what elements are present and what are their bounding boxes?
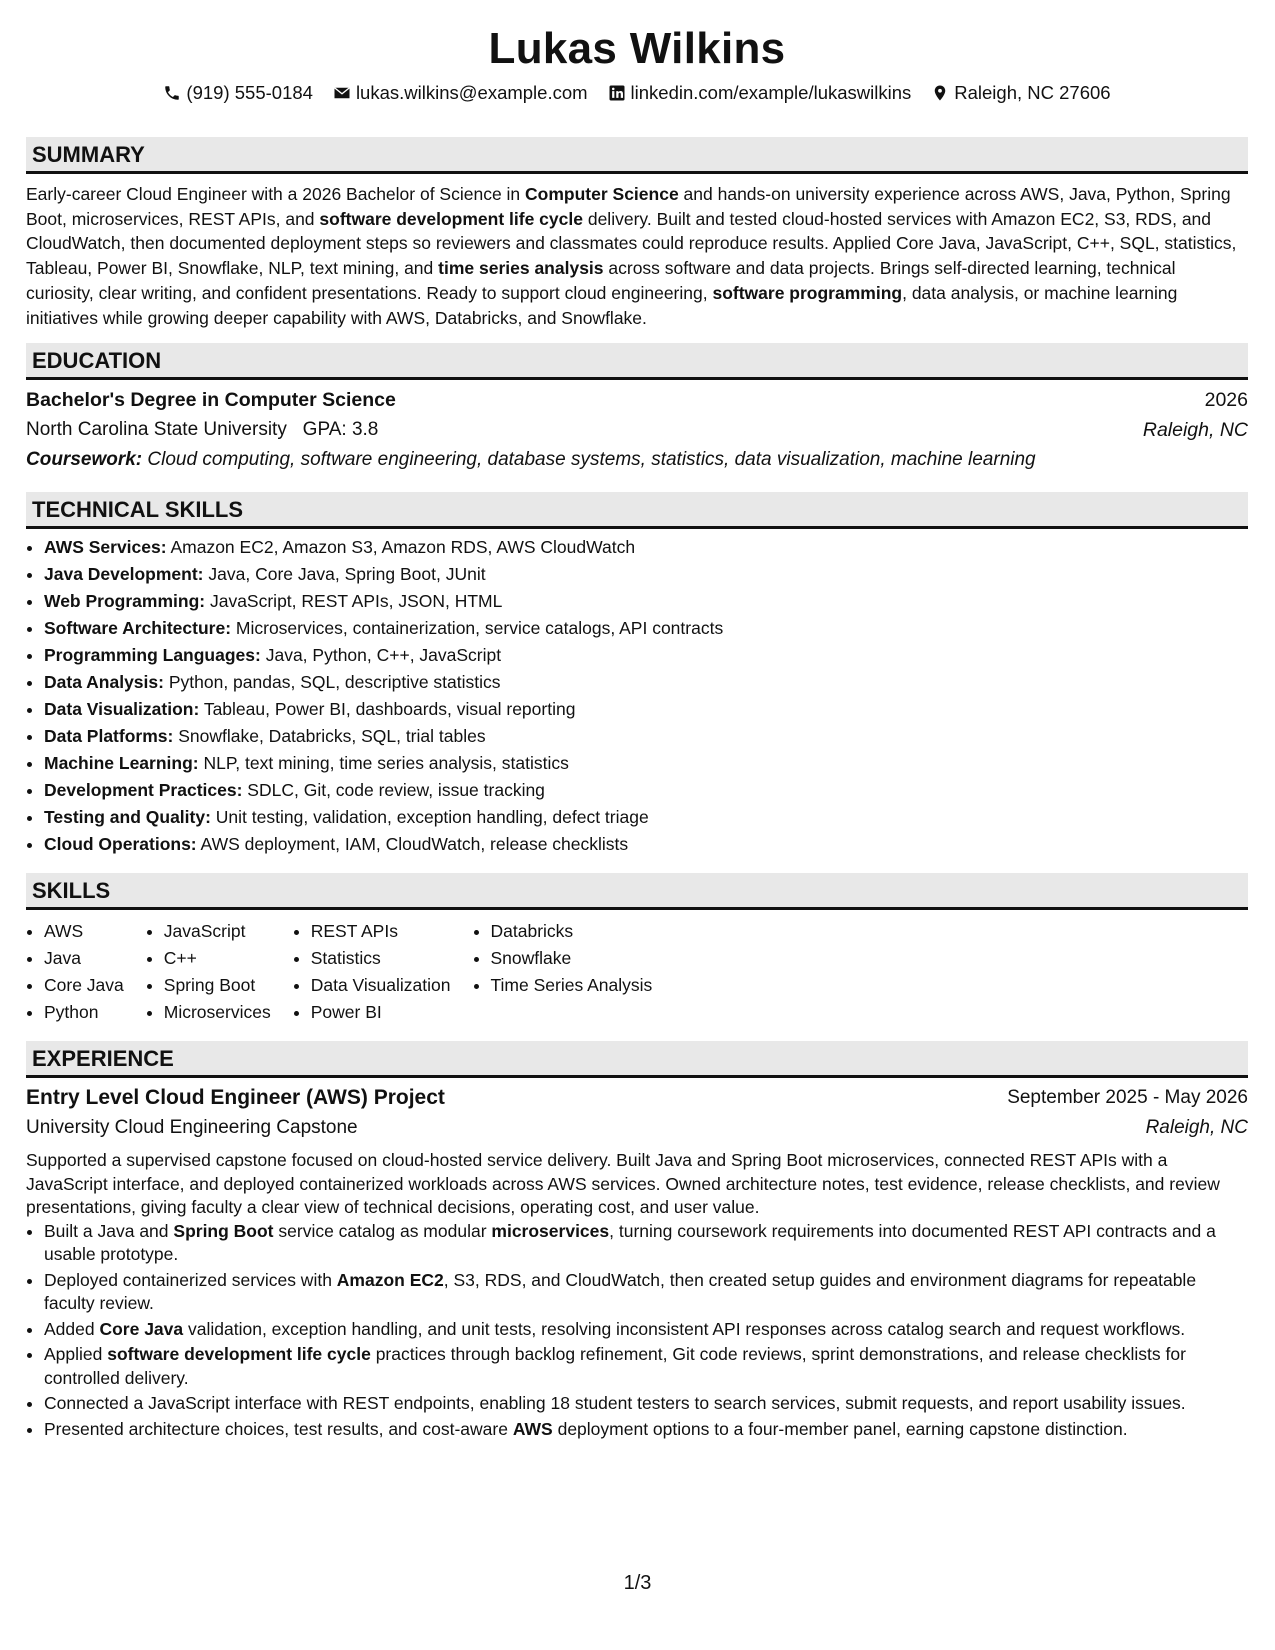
skill-item: • REST APIs bbox=[311, 918, 451, 945]
contact-email[interactable] bbox=[333, 80, 588, 106]
coursework-line bbox=[26, 445, 1248, 475]
skill-category: Java Development: bbox=[44, 564, 204, 585]
experience-title-row bbox=[26, 1083, 1248, 1113]
technical-skill-item bbox=[44, 615, 1248, 642]
experience-entry bbox=[26, 1083, 1248, 1441]
map-pin-icon bbox=[931, 84, 949, 102]
skill-item: • Power BI bbox=[311, 999, 451, 1026]
skill-item: • Core Java bbox=[44, 972, 124, 999]
skill-category: Development Practices: bbox=[44, 780, 243, 801]
skill-values: Unit testing, validation, exception handling, defect triage bbox=[215, 807, 649, 828]
bold-text-run: Spring Boot bbox=[173, 1220, 274, 1241]
skill-category: Testing and Quality: bbox=[44, 807, 211, 828]
graduation-year: 2026 bbox=[1204, 389, 1248, 412]
skills-column bbox=[26, 918, 124, 1026]
contact-phone bbox=[163, 80, 313, 106]
contact-bar bbox=[26, 80, 1248, 106]
bold-text-run: Amazon EC2 bbox=[336, 1269, 444, 1290]
skill-values: AWS deployment, IAM, CloudWatch, release checklists bbox=[200, 834, 629, 855]
skill-item: • Time Series Analysis bbox=[491, 972, 653, 999]
skills-columns bbox=[26, 918, 1248, 1026]
coursework-label: Coursework: bbox=[26, 449, 143, 471]
skill-item: • AWS bbox=[44, 918, 124, 945]
bold-text-run: software development life cycle bbox=[319, 208, 583, 229]
text-run: deployment options to a four-member panel, earning capstone distinction. bbox=[552, 1418, 1128, 1439]
skill-category: Software Architecture: bbox=[44, 618, 232, 639]
organization: University Cloud Engineering Capstone bbox=[26, 1117, 358, 1139]
gpa: GPA: 3.8 bbox=[302, 419, 379, 441]
skill-item: • Databricks bbox=[491, 918, 653, 945]
school-location: Raleigh, NC bbox=[1142, 419, 1248, 442]
skills-column bbox=[293, 918, 451, 1026]
education-heading: EDUCATION bbox=[26, 343, 1248, 380]
education-entry bbox=[26, 385, 1248, 475]
text-run: , data analysis, or machine learning initiatives while growing deeper capability with AWS, Databricks, and Snowflake. bbox=[26, 282, 1178, 328]
text-run: Built a Java and bbox=[44, 1220, 174, 1241]
skill-item: • Statistics bbox=[311, 945, 451, 972]
contact-email-text[interactable]: lukas.wilkins@example.com bbox=[355, 82, 588, 103]
skill-category: Programming Languages: bbox=[44, 645, 261, 666]
envelope-icon bbox=[333, 84, 351, 102]
skills-column bbox=[473, 918, 653, 1026]
text-run: , turning coursework requirements into documented REST API contracts and a usable prototype. bbox=[44, 1220, 1216, 1265]
candidate-name: Lukas Wilkins bbox=[488, 24, 786, 73]
school-name: North Carolina State University bbox=[26, 419, 287, 441]
experience-bullet bbox=[44, 1269, 1248, 1316]
skill-item: • JavaScript bbox=[164, 918, 271, 945]
education-school-row bbox=[26, 415, 1248, 445]
technical-skill-item bbox=[44, 696, 1248, 723]
skill-item: • Snowflake bbox=[491, 945, 653, 972]
text-run: Applied bbox=[44, 1344, 108, 1365]
skill-category: Machine Learning: bbox=[44, 753, 199, 774]
skills-column bbox=[146, 918, 271, 1026]
page-number: 1/3 bbox=[623, 1572, 652, 1594]
technical-skill-item bbox=[44, 723, 1248, 750]
skill-category: Cloud Operations: bbox=[44, 834, 197, 855]
job-dates: September 2025 - May 2026 bbox=[1007, 1087, 1248, 1109]
skill-values: NLP, text mining, time series analysis, statistics bbox=[203, 753, 569, 774]
skill-item: • Spring Boot bbox=[164, 972, 271, 999]
degree-title: Bachelor's Degree in Computer Science bbox=[26, 389, 396, 412]
text-run: practices through backlog refinement, Git code reviews, sprint demonstrations, and release checklists for controlled delivery. bbox=[44, 1344, 1186, 1388]
linkedin-icon bbox=[608, 84, 626, 102]
bold-text-run: Computer Science bbox=[525, 184, 679, 204]
technical-skills-list bbox=[26, 534, 1248, 858]
skill-values: Java, Core Java, Spring Boot, JUnit bbox=[208, 564, 486, 585]
experience-bullet bbox=[44, 1418, 1248, 1442]
skill-values: SDLC, Git, code review, issue tracking bbox=[247, 780, 545, 801]
summary-paragraph bbox=[26, 182, 1248, 330]
text-run: service catalog as modular bbox=[273, 1220, 492, 1241]
text-run: Early-career Cloud Engineer with a 2026 Bachelor of Science in bbox=[26, 184, 526, 204]
skill-values: Microservices, containerization, service catalogs, API contracts bbox=[235, 618, 724, 639]
experience-bullets bbox=[26, 1220, 1248, 1442]
skill-category: AWS Services: bbox=[44, 537, 167, 558]
skill-item: • Java bbox=[44, 945, 124, 972]
school-name-gpa bbox=[26, 415, 378, 445]
skill-category: Web Programming: bbox=[44, 591, 206, 612]
skill-item: • Python bbox=[44, 999, 124, 1026]
phone-icon bbox=[163, 84, 181, 102]
skill-item: • C++ bbox=[164, 945, 271, 972]
text-run: delivery. Built and tested cloud-hosted services with Amazon EC2, S3, RDS, and CloudWatch, then documented deployment steps so reviewers and classmates could reproduce results. Applied Core Java, JavaScript, C++, SQL, statistics, Tableau, Power BI, Snowflake, NLP, text mining, and bbox=[26, 208, 1237, 279]
technical-skill-item bbox=[44, 831, 1248, 858]
job-title: Entry Level Cloud Engineer (AWS) Project bbox=[26, 1086, 445, 1110]
text-run: Deployed containerized services with bbox=[44, 1269, 337, 1290]
contact-linkedin[interactable] bbox=[608, 80, 912, 106]
experience-bullet bbox=[44, 1318, 1248, 1342]
skill-category: Data Platforms: bbox=[44, 726, 174, 747]
experience-heading: EXPERIENCE bbox=[26, 1041, 1248, 1078]
skill-category: Data Visualization: bbox=[44, 699, 200, 720]
experience-description: Supported a supervised capstone focused on cloud-hosted service delivery. Built Java and Spring Boot microservices, connected REST APIs with a JavaScript interface, and deployed containerized workloads across AWS services. Owned architecture notes, test evidence, release checklists, and review presentations, giving faculty a clear view of technical decisions, operating cost, and user value. bbox=[26, 1150, 1220, 1218]
contact-phone-text: (919) 555-0184 bbox=[186, 82, 313, 103]
skill-values: Snowflake, Databricks, SQL, trial tables bbox=[178, 726, 486, 747]
contact-linkedin-text[interactable]: linkedin.com/example/lukaswilkins bbox=[630, 82, 912, 103]
skill-item: • Data Visualization bbox=[311, 972, 451, 999]
job-location: Raleigh, NC bbox=[1145, 1117, 1248, 1139]
summary-heading: SUMMARY bbox=[26, 137, 1248, 174]
technical-skill-item bbox=[44, 804, 1248, 831]
experience-bullet bbox=[44, 1343, 1248, 1390]
skill-values: JavaScript, REST APIs, JSON, HTML bbox=[209, 591, 503, 612]
contact-location-text: Raleigh, NC 27606 bbox=[954, 82, 1111, 103]
contact-location bbox=[931, 80, 1110, 106]
text-run: , S3, RDS, and CloudWatch, then created setup guides and environment diagrams for repeatable faculty review. bbox=[44, 1269, 1197, 1314]
text-run: validation, exception handling, and unit tests, resolving inconsistent API responses across catalog search and request workflows. bbox=[183, 1318, 1186, 1339]
skill-item: • Microservices bbox=[164, 999, 271, 1026]
skill-values: Tableau, Power BI, dashboards, visual reporting bbox=[203, 699, 576, 720]
coursework-list: Cloud computing, software engineering, database systems, statistics, data visualization, machine learning bbox=[147, 449, 1036, 471]
bold-text-run: software development life cycle bbox=[107, 1344, 371, 1365]
education-degree-row bbox=[26, 385, 1248, 415]
text-run: across software and data projects. Brings self-directed learning, technical curiosity, clear writing, and confident presentations. Ready to support cloud engineering, bbox=[26, 258, 1176, 303]
text-run: Connected a JavaScript interface with REST endpoints, enabling 18 student testers to search services, submit requests, and report usability issues. bbox=[44, 1393, 1186, 1414]
skill-category: Data Analysis: bbox=[44, 672, 164, 693]
experience-bullet bbox=[44, 1220, 1248, 1267]
skill-values: Python, pandas, SQL, descriptive statistics bbox=[168, 672, 501, 693]
bold-text-run: time series analysis bbox=[438, 258, 604, 279]
text-run: and hands-on university experience across AWS, Java, Python, Spring Boot, microservices, REST APIs, and bbox=[26, 184, 1231, 229]
experience-org-row bbox=[26, 1113, 1248, 1143]
bold-text-run: software programming bbox=[712, 282, 903, 303]
bold-text-run: microservices bbox=[491, 1220, 610, 1241]
technical-skill-item bbox=[44, 588, 1248, 615]
resume-page bbox=[26, 0, 1248, 1443]
technical-skill-item bbox=[44, 777, 1248, 804]
technical-skills-heading: TECHNICAL SKILLS bbox=[26, 492, 1248, 529]
experience-bullet bbox=[44, 1392, 1248, 1416]
text-run: Added bbox=[44, 1318, 100, 1339]
technical-skill-item bbox=[44, 750, 1248, 777]
bold-text-run: AWS bbox=[512, 1418, 553, 1439]
skills-heading: SKILLS bbox=[26, 873, 1248, 910]
skill-values: Java, Python, C++, JavaScript bbox=[265, 645, 502, 666]
bold-text-run: Core Java bbox=[99, 1318, 184, 1339]
technical-skill-item bbox=[44, 669, 1248, 696]
technical-skill-item bbox=[44, 561, 1248, 588]
technical-skill-item bbox=[44, 642, 1248, 669]
technical-skill-item bbox=[44, 534, 1248, 561]
text-run: Presented architecture choices, test results, and cost-aware bbox=[44, 1418, 513, 1439]
skill-values: Amazon EC2, Amazon S3, Amazon RDS, AWS CloudWatch bbox=[170, 537, 636, 558]
